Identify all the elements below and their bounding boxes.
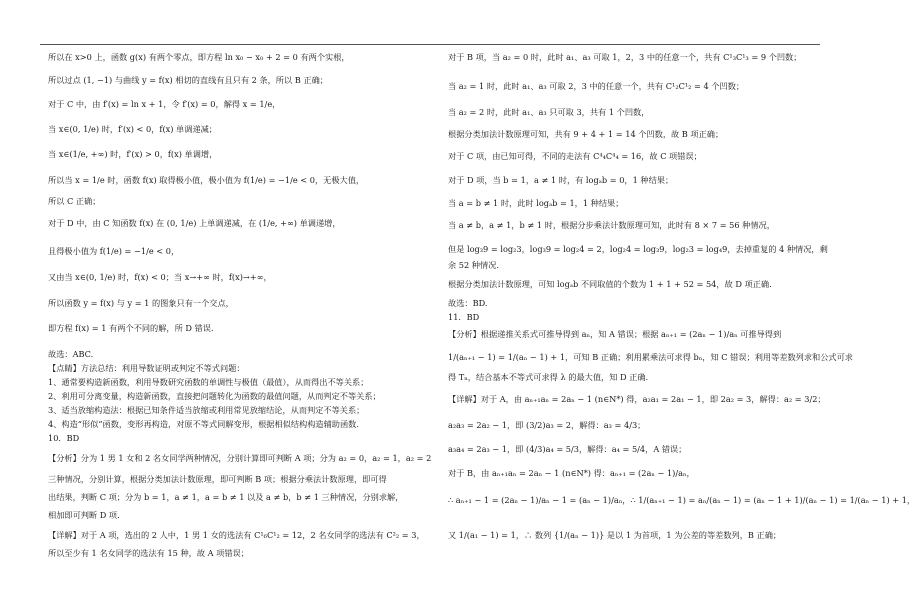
- text-line: 对于 D 中，由 C 知函数 f(x) 在 (0, 1/e) 上单调递减，在 (1/e, +∞) 单调递增，: [48, 218, 341, 228]
- text-line: 出结果，判断 C 项；分为 b = 1，a ≠ 1，a = b ≠ 1 以及 a ≠ b，b ≠ 1 三种情况，分别求解，: [48, 492, 404, 502]
- text-line: 且得极小值为 f(1/e) = −1/e < 0，: [48, 246, 180, 256]
- text-line: 所以在 x>0 上，函数 g(x) 有两个零点，即方程 ln x₀ − x₀ + 2 = 0 有两个实根，: [48, 52, 350, 62]
- text-line: 所以过点 (1, −1) 与曲线 y = f(x) 相切的直线有且只有 2 条，所以 B 正确；: [48, 75, 328, 85]
- text-line: 余 52 种情况.: [448, 260, 499, 270]
- text-line: 又由当 x∈(0, 1/e) 时，f(x) < 0；当 x→+∞ 时，f(x)→+∞，: [48, 272, 272, 282]
- text-line: 即方程 f(x) = 1 有两个不同的解，所 D 错误.: [48, 323, 214, 333]
- text-line: 当 a = b ≠ 1 时，此时 logₐb = 1，1 种结果；: [448, 198, 624, 208]
- text-line: 但是 log₃9 = log₂3，log₃9 = log₂4 = 2，log₂4 = log₃9，log₂3 = log₄9，去掉重复的 4 种情况，剩: [448, 244, 828, 254]
- text-line: 根据分类加法计数原理可知，共有 9 + 4 + 1 = 14 个凹数，故 B 项正确；: [448, 129, 724, 139]
- text-line: 当 a₂ = 2 时，此时 a₁、a₃ 只可取 3，共有 1 个凹数，: [448, 107, 650, 117]
- text-line: 【分析】根据递推关系式可推导得到 aₙ，知 A 错误；根据 aₙ₊₁ = (2aₙ − 1)/aₙ 可推导得到: [448, 329, 782, 339]
- text-line: 对于 B，由 aₙ₊₁aₙ = 2aₙ − 1 (n∈N*) 得：aₙ₊₁ = (2aₙ − 1)/aₙ，: [448, 468, 695, 478]
- text-line: 所以 C 正确；: [48, 196, 101, 206]
- text-line: 所以至少有 1 名女同学的选法有 15 种，故 A 项错误；: [48, 548, 249, 558]
- text-line: 对于 B 项，当 a₂ = 0 时，此时 a₁、a₃ 可取 1，2，3 中的任意一个，共有 C¹₃C¹₃ = 9 个凹数；: [448, 52, 802, 62]
- question-number: 11．BD: [448, 312, 480, 322]
- header-rule: [40, 44, 820, 45]
- text-line: a₂a₃ = 2a₂ − 1，即 (3/2)a₃ = 2，解得：a₃ = 4/3；: [448, 420, 646, 430]
- text-line: 【详解】对于 A 项，选出的 2 人中，1 男 1 女的选法有 C¹₆C¹₂ = 12，2 名女同学的选法有 C²₂ = 3，: [48, 530, 425, 540]
- text-line: ∴ aₙ₊₁ − 1 = (2aₙ − 1)/aₙ − 1 = (aₙ − 1)/aₙ，∴ 1/(aₙ₊₁ − 1) = aₙ/(aₙ − 1) = (aₙ − 1 + 1)/(aₙ − 1) = 1/(aₙ − 1) + 1，: [448, 495, 915, 505]
- text-line: 三种情况，分别计算，根据分类加法计数原理，即可判断 B 项；根据分乘法计数原理，即可得: [48, 474, 387, 484]
- text-line: 得 Tₙ，结合基本不等式可求得 λ 的最大值，知 D 正确.: [448, 372, 649, 382]
- text-line: 对于 D 项，当 b = 1，a ≠ 1 时，有 logₐb = 0，1 种结果；: [448, 175, 674, 185]
- text-line: 【点睛】方法总结：利用导数证明或判定不等式问题：: [48, 363, 245, 373]
- text-line: 对于 C 中，由 f′(x) = ln x + 1，令 f′(x) = 0，解得 x = 1/e，: [48, 99, 281, 109]
- text-line: 当 a₂ = 1 时，此时 a₁、a₃ 可取 2，3 中的任意一个，共有 C¹₂C¹₂ = 4 个凹数；: [448, 81, 745, 91]
- text-line: 4、构造“形似”函数，变形再构造，对原不等式同解变形，根据相似结构构造辅助函数.: [48, 419, 359, 429]
- text-line: 故选：BD.: [448, 298, 488, 308]
- text-line: 2、利用可分离变量，构造新函数，直接把问题转化为函数的最值问题，从而判定不等关系；: [48, 391, 381, 401]
- text-line: 【详解】对于 A，由 aₙ₊₁aₙ = 2aₙ − 1 (n∈N*) 得，a₂a₁ = 2a₁ − 1，即 2a₂ = 3，解得：a₂ = 3/2；: [448, 394, 826, 404]
- text-line: 3、适当放缩构造法：根据已知条件适当放缩或利用常见放缩结论，从而判定不等关系；: [48, 405, 365, 415]
- text-line: 1/(aₙ₊₁ − 1) = 1/(aₙ − 1) + 1，可知 B 正确；利用累乘法可求得 bₙ，知 C 错误；利用等差数列求和公式可求: [448, 352, 853, 362]
- text-line: 1、通常要构造新函数，利用导数研究函数的单调性与极值（最值），从而得出不等关系；: [48, 377, 369, 387]
- text-line: a₃a₄ = 2a₃ − 1，即 (4/3)a₄ = 5/3，解得：a₄ = 5/4，A 错误；: [448, 444, 687, 454]
- text-line: 当 x∈(0, 1/e) 时，f′(x) < 0，f(x) 单调递减；: [48, 124, 217, 134]
- text-line: 相加即可判断 D 项.: [48, 510, 120, 520]
- text-line: 所以函数 y = f(x) 与 y = 1 的图象只有一个交点，: [48, 298, 234, 308]
- text-line: 根据分类加法计数原理，可知 logₐb 不同取值的个数为 1 + 1 + 52 = 54，故 D 项正确.: [448, 279, 772, 289]
- text-line: 对于 C 项，由已知可得，不同的走法有 C⁴₄C⁴₄ = 16，故 C 项错误；: [448, 151, 702, 161]
- text-line: 又 1/(a₁ − 1) = 1，∴ 数列 {1/(aₙ − 1)} 是以 1 为首项，1 为公差的等差数列，B 正确；: [448, 530, 782, 540]
- text-line: 故选：ABC.: [48, 349, 94, 359]
- text-line: 【分析】分为 1 男 1 女和 2 名女同学两种情况，分别计算即可判断 A 项；分为 a₂ = 0，a₂ = 1，a₂ = 2: [48, 453, 432, 463]
- text-line: 所以当 x = 1/e 时，函数 f(x) 取得极小值，极小值为 f(1/e) = −1/e < 0，无极大值，: [48, 175, 365, 185]
- text-line: 当 x∈(1/e, +∞) 时，f′(x) > 0，f(x) 单调增，: [48, 149, 218, 159]
- text-line: 当 a ≠ b，a ≠ 1，b ≠ 1 时，根据分步乘法计数原理可知，此时有 8 × 7 = 56 种情况，: [448, 220, 775, 230]
- question-number: 10．BD: [48, 433, 80, 443]
